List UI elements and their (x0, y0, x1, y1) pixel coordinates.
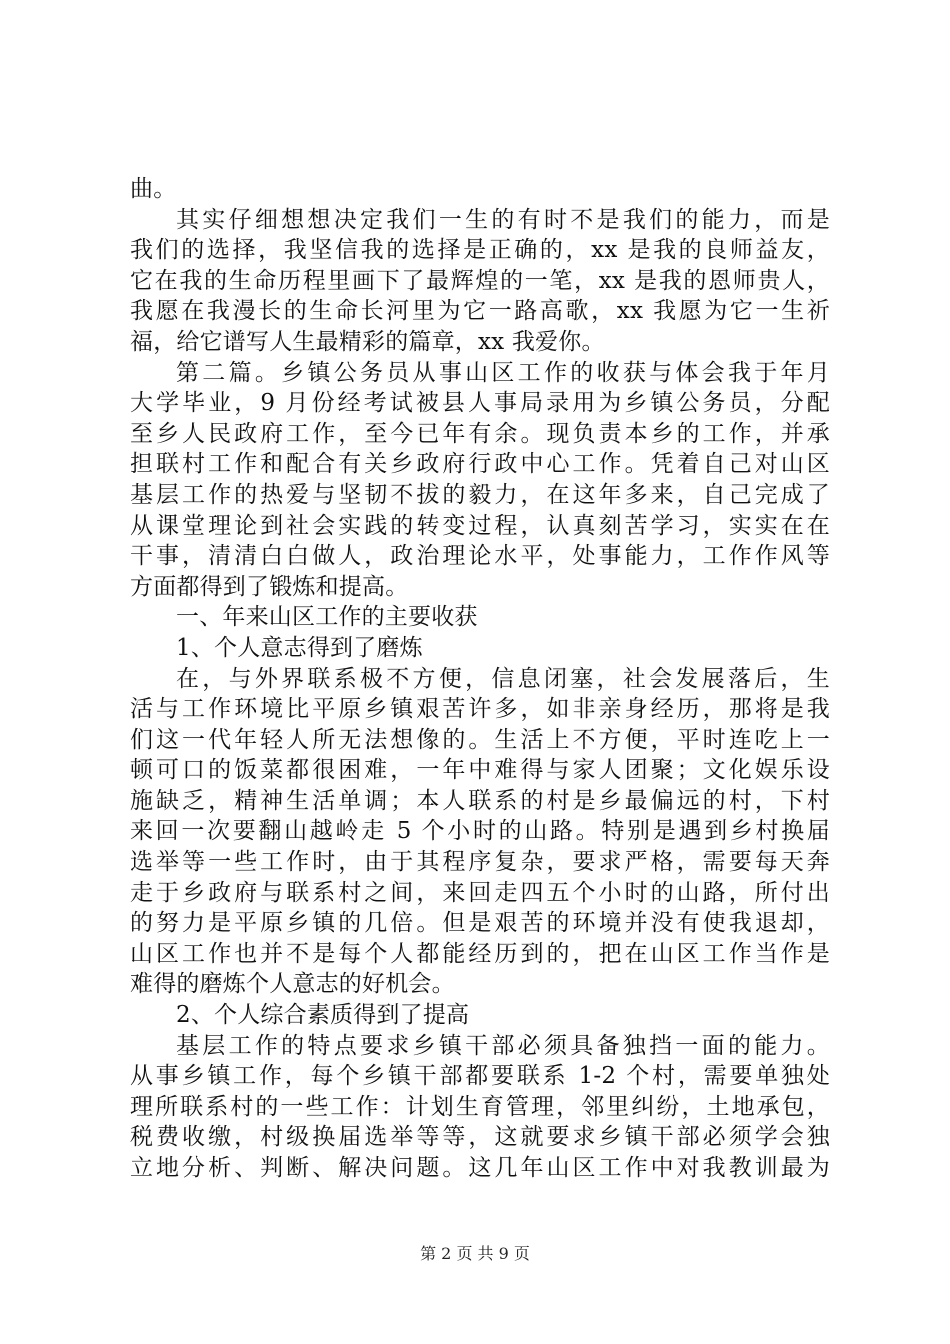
text-line: 走于乡政府与联系村之间，来回走四五个小时的山路，所付出 (130, 879, 830, 906)
text-line: 2、个人综合素质得到了提高 (176, 1002, 470, 1029)
text-line: 从课堂理论到社会实践的转变过程，认真刻苦学习，实实在在 (130, 512, 830, 539)
text-line: 山区工作也并不是每个人都能经历到的，把在山区工作当作是 (130, 940, 830, 967)
text-line: 方面都得到了锻炼和提高。 (130, 573, 409, 600)
text-line: 其实仔细想想决定我们一生的有时不是我们的能力，而是 (176, 206, 830, 233)
text-line: 难得的磨炼个人意志的好机会。 (130, 971, 455, 998)
text-line: 来回一次要翻山越岭走 5 个小时的山路。特别是遇到乡村换届 (130, 818, 830, 845)
text-line: 理所联系村的一些工作：计划生育管理，邻里纠纷，土地承包， (130, 1093, 830, 1120)
page-footer: 第 2 页 共 9 页 (420, 1244, 530, 1263)
text-line: 基层工作的特点要求乡镇干部必须具备独挡一面的能力。 (176, 1032, 830, 1059)
text-line: 们这一代年轻人所无法想像的。生活上不方便，平时连吃上一 (130, 726, 830, 753)
document-body (130, 174, 830, 1184)
text-line: 基层工作的热爱与坚韧不拔的毅力，在这年多来，自己完成了 (130, 481, 830, 508)
text-line: 的努力是平原乡镇的几倍。但是艰苦的环境并没有使我退却， (130, 910, 830, 937)
text-line: 至乡人民政府工作，至今已年有余。现负责本乡的工作，并承 (130, 420, 830, 447)
text-line: 施缺乏，精神生活单调；本人联系的村是乡最偏远的村，下村 (130, 787, 830, 814)
text-line: 在，与外界联系极不方便，信息闭塞，社会发展落后，生 (176, 665, 830, 692)
text-line: 一、年来山区工作的主要收获 (176, 604, 478, 631)
text-line: 它在我的生命历程里画下了最辉煌的一笔，xx 是我的恩师贵人， (130, 267, 830, 294)
text-line: 我们的选择，我坚信我的选择是正确的，xx 是我的良师益友， (130, 237, 830, 264)
text-line: 第二篇。乡镇公务员从事山区工作的收获与体会我于年月 (176, 359, 830, 386)
text-line: 我愿在我漫长的生命长河里为它一路高歌，xx 我愿为它一生祈 (130, 298, 830, 325)
text-line: 担联村工作和配合有关乡政府行政中心工作。凭着自己对山区 (130, 451, 830, 478)
text-line: 从事乡镇工作，每个乡镇干部都要联系 1-2 个村，需要单独处 (130, 1063, 830, 1090)
text-line: 立地分析、判断、解决问题。这几年山区工作中对我教训最为 (130, 1155, 830, 1181)
text-line: 选举等一些工作时，由于其程序复杂，要求严格，需要每天奔 (130, 849, 830, 876)
text-line: 大学毕业，9 月份经考试被县人事局录用为乡镇公务员，分配 (130, 390, 830, 417)
text-line: 干事，清清白白做人，政治理论水平，处事能力，工作作风等 (130, 543, 830, 570)
text-line: 顿可口的饭菜都很困难，一年中难得与家人团聚；文化娱乐设 (130, 757, 830, 784)
text-line: 税费收缴，村级换届选举等等，这就要求乡镇干部必须学会独 (130, 1124, 830, 1151)
text-line: 1、个人意志得到了磨炼 (176, 634, 423, 661)
text-line: 曲。 (130, 176, 177, 202)
text-line: 福，给它谱写人生最精彩的篇章，xx 我爱你。 (130, 328, 605, 355)
text-line: 活与工作环境比平原乡镇艰苦许多，如非亲身经历，那将是我 (130, 696, 830, 723)
